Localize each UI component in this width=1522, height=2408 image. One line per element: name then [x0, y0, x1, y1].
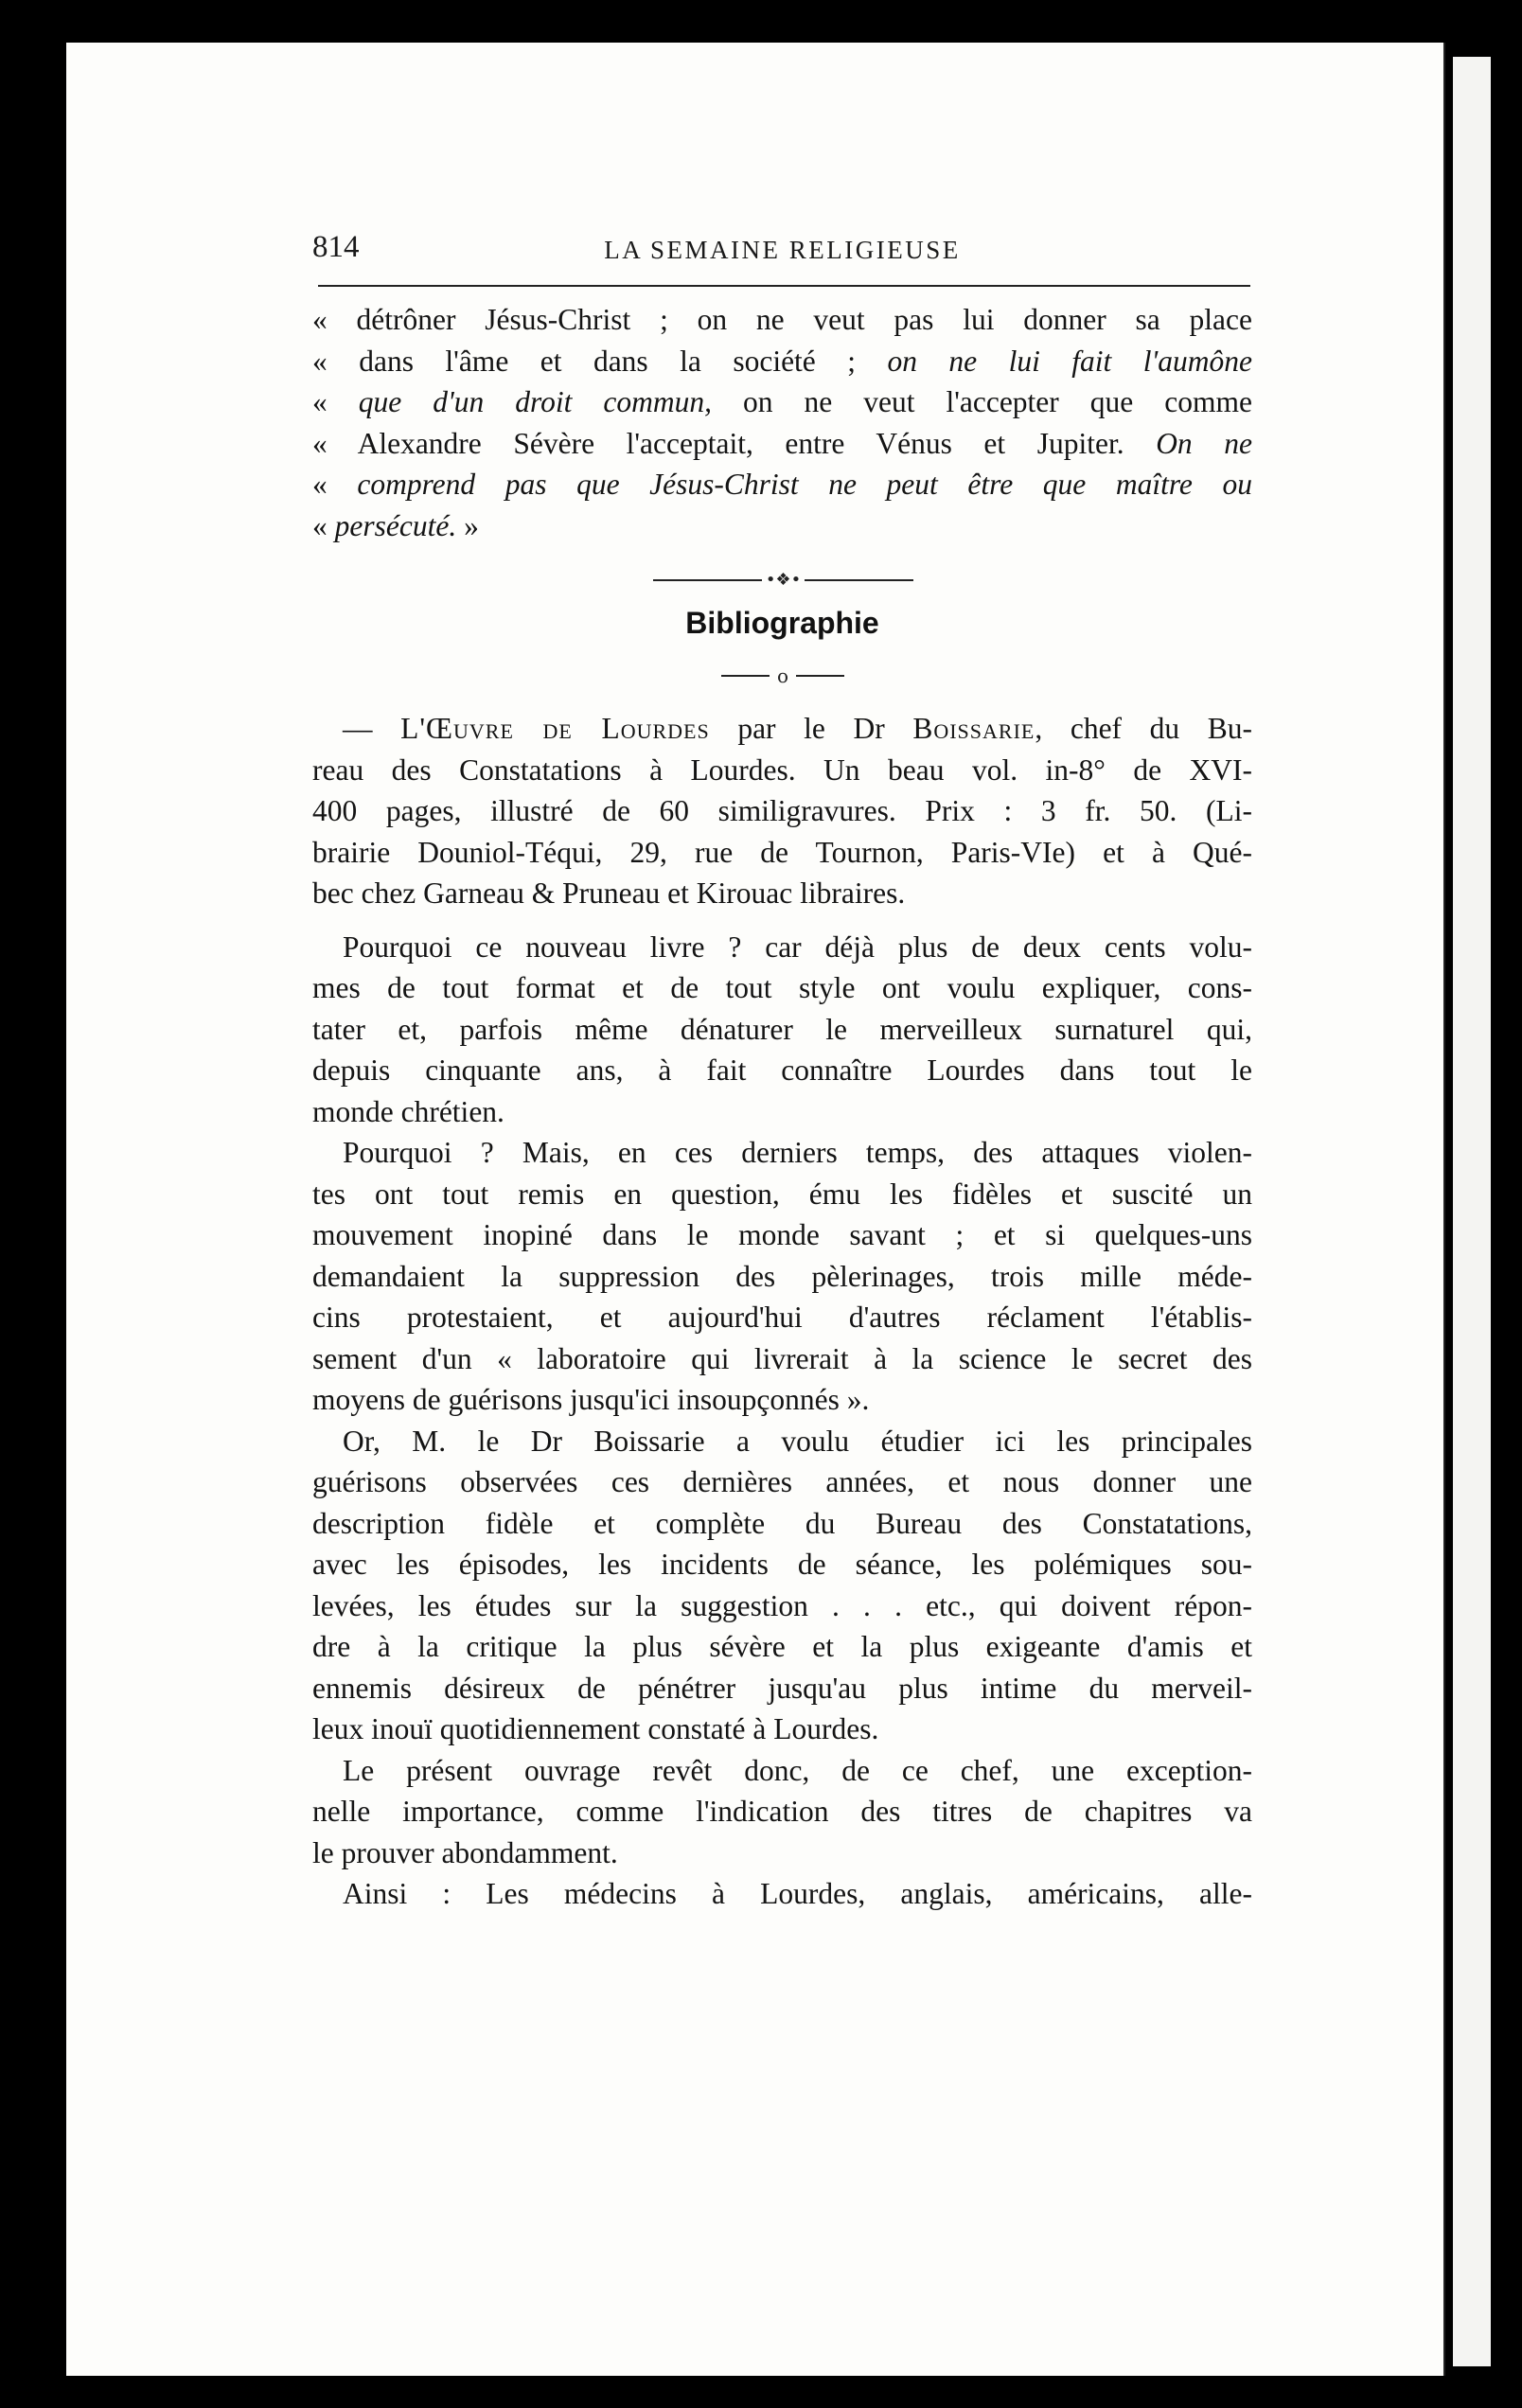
entry-line: reau des Constatations à Lourdes. Un beau vol. in-8° de XVI- — [312, 752, 1252, 787]
ornament-glyph: •❖• — [765, 570, 802, 590]
divider-glyph: o — [776, 664, 789, 687]
section-title: Bibliographie — [685, 606, 879, 640]
paragraph-line: tater et, parfois même dénaturer le merveilleux surnaturel qui, — [312, 1012, 1252, 1046]
quote-line: « comprend pas que Jésus-Christ ne peut être que maître ou — [312, 468, 1252, 501]
paragraph-line: mes de tout format et de tout style ont voulu expliquer, cons- — [312, 971, 1252, 1004]
paragraph-line: levées, les études sur la suggestion . . . etc., qui doivent répon- — [312, 1588, 1252, 1622]
book-title: L'Œuvre de Lourdes — [400, 712, 710, 745]
paragraph-line: dre à la critique la plus sévère et la plus exigeante d'amis et — [312, 1630, 1252, 1663]
paragraph-line: cins protestaient, et aujourd'hui d'autres réclament l'établis- — [312, 1301, 1252, 1334]
section-ornament — [653, 569, 913, 592]
paragraph-line: demandaient la suppression des pèlerinages, trois mille méde- — [312, 1259, 1252, 1293]
paragraph-line: tes ont tout remis en question, ému les fidèles et suscité un — [312, 1177, 1252, 1211]
book-author: Boissarie — [912, 712, 1035, 745]
quote-line: « que d'un droit commun, on ne veut l'accepter que comme — [312, 385, 1252, 418]
paragraph-line: nelle importance, comme l'indication des titres de chapitres va — [312, 1795, 1252, 1828]
quote-line: « persécuté. » — [312, 508, 479, 542]
page-number: 814 — [312, 230, 360, 264]
paragraph-line: guérisons observées ces dernières années, et nous donner une — [312, 1465, 1252, 1498]
running-title: LA SEMAINE RELIGIEUSE — [604, 236, 961, 264]
paragraph-line: Pourquoi ce nouveau livre ? car déjà plus de deux cents volu- — [343, 930, 1252, 964]
bibliography-body — [312, 708, 1252, 1915]
quote-line: « dans l'âme et dans la société ; on ne lui fait l'aumône — [312, 344, 1252, 378]
entry-line: 400 pages, illustré de 60 similigravures. Prix : 3 fr. 50. (Li- — [312, 794, 1252, 827]
heading-divider — [721, 664, 844, 687]
paragraph-line: sement d'un « laboratoire qui livrerait à la science le secret des — [312, 1341, 1252, 1375]
entry-line: bec chez Garneau & Pruneau et Kirouac libraires. — [312, 876, 906, 910]
paragraph — [312, 1421, 1252, 1750]
paragraph — [312, 1750, 1252, 1874]
paragraph-line: monde chrétien. — [312, 1094, 504, 1128]
paragraph-line: description fidèle et complète du Bureau des Constatations, — [312, 1506, 1252, 1540]
entry-line: — L'Œuvre de Lourdes par le Dr Boissarie, chef du Bu- — [343, 712, 1252, 745]
bibliography-entry — [312, 708, 1252, 914]
quotation-block — [312, 299, 1252, 546]
paragraph-line: depuis cinquante ans, à fait connaître Lourdes dans tout le — [312, 1054, 1252, 1087]
header-rule — [318, 285, 1250, 287]
paragraph-line: Pourquoi ? Mais, en ces derniers temps, des attaques violen- — [343, 1136, 1252, 1169]
quote-line: « détrôner Jésus-Christ ; on ne veut pas lui donner sa place — [312, 303, 1252, 336]
paragraph-line: moyens de guérisons jusqu'ici insoupçonnés ». — [312, 1383, 870, 1416]
quote-line: « Alexandre Sévère l'acceptait, entre Vénus et Jupiter. On ne — [312, 426, 1252, 460]
paragraph-line: Ainsi : Les médecins à Lourdes, anglais, américains, alle- — [343, 1877, 1252, 1910]
paragraph — [312, 1873, 1252, 1915]
paragraph — [312, 1132, 1252, 1421]
paragraph-line: Or, M. le Dr Boissarie a voulu étudier ici les principales — [343, 1424, 1252, 1458]
paragraph-line: avec les épisodes, les incidents de séance, les polémiques sou- — [312, 1548, 1252, 1581]
entry-line: brairie Douniol-Téqui, 29, rue de Tournon, Paris-VIe) et à Qué- — [312, 835, 1252, 869]
paragraph-line: ennemis désireux de pénétrer jusqu'au plus intime du merveil- — [312, 1671, 1252, 1705]
page-header — [312, 230, 1252, 277]
paragraph-line: Le présent ouvrage revêt donc, de ce chef, une exception- — [343, 1753, 1252, 1787]
facing-page-edge — [1448, 57, 1491, 2366]
paragraph-line: le prouver abondamment. — [312, 1835, 618, 1869]
paragraph-line: leux inouï quotidiennement constaté à Lourdes. — [312, 1712, 879, 1745]
paragraph-line: mouvement inopiné dans le monde savant ; et si quelques-uns — [312, 1218, 1252, 1251]
paragraph — [312, 927, 1252, 1133]
